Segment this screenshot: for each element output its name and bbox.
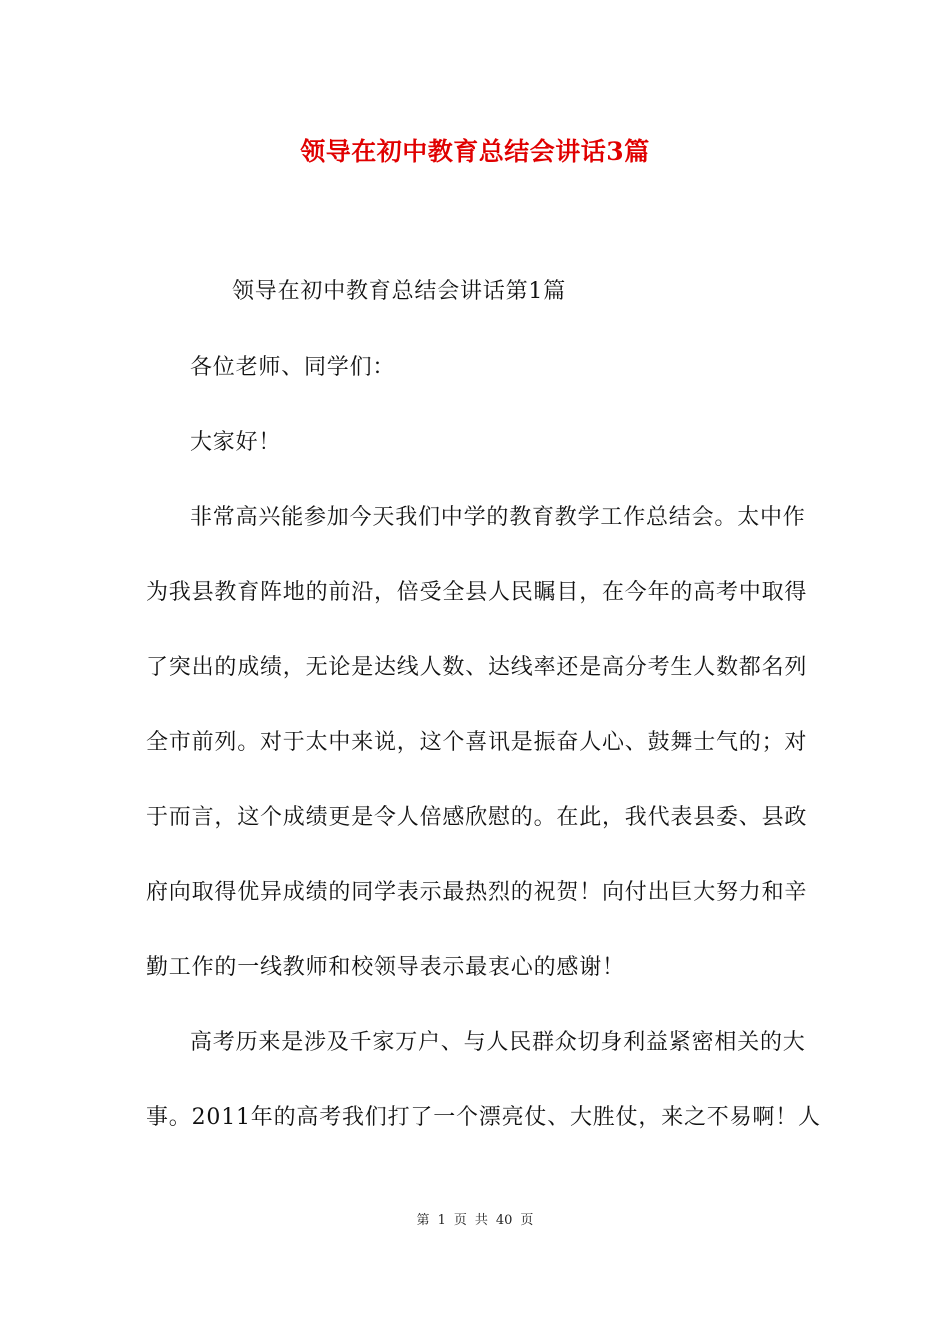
footer-page-word: 页 xyxy=(453,1213,467,1228)
paragraph-1-line-1: 非常高兴能参加今天我们中学的教育教学工作总结会。太中作 xyxy=(190,505,806,530)
footer-current-page: 1 xyxy=(437,1213,446,1228)
paragraph-1-line-3: 了突出的成绩，无论是达线人数、达线率还是高分考生人数都名列 xyxy=(146,655,808,680)
footer-total-word: 共 xyxy=(474,1213,488,1228)
paragraph-1-line-5: 于而言，这个成绩更是令人倍感欣慰的。在此，我代表县委、县政 xyxy=(146,805,808,830)
paragraph-2-line-2: 事。2011年的高考我们打了一个漂亮仗、大胜仗，来之不易啊！人 xyxy=(146,1105,821,1130)
greeting-line: 各位老师、同学们： xyxy=(190,355,396,380)
section-heading: 领导在初中教育总结会讲话第1篇 xyxy=(232,279,566,304)
paragraph-1-line-7: 勤工作的一线教师和校领导表示最衷心的感谢！ xyxy=(146,955,625,980)
paragraph-1-line-4: 全市前列。对于太中来说，这个喜讯是振奋人心、鼓舞士气的；对 xyxy=(146,730,808,755)
paragraph-1-line-2: 为我县教育阵地的前沿，倍受全县人民瞩目，在今年的高考中取得 xyxy=(146,580,808,605)
page-footer xyxy=(0,1209,950,1228)
footer-suffix: 页 xyxy=(520,1213,534,1228)
footer-total-pages: 40 xyxy=(495,1213,513,1228)
paragraph-2-line-1: 高考历来是涉及千家万户、与人民群众切身利益紧密相关的大 xyxy=(190,1030,806,1055)
paragraph-1-line-6: 府向取得优异成绩的同学表示最热烈的祝贺！向付出巨大努力和辛 xyxy=(146,880,808,905)
salutation-line: 大家好！ xyxy=(190,430,282,455)
footer-prefix: 第 xyxy=(416,1213,430,1228)
document-title: 领导在初中教育总结会讲话3篇 xyxy=(300,137,650,166)
